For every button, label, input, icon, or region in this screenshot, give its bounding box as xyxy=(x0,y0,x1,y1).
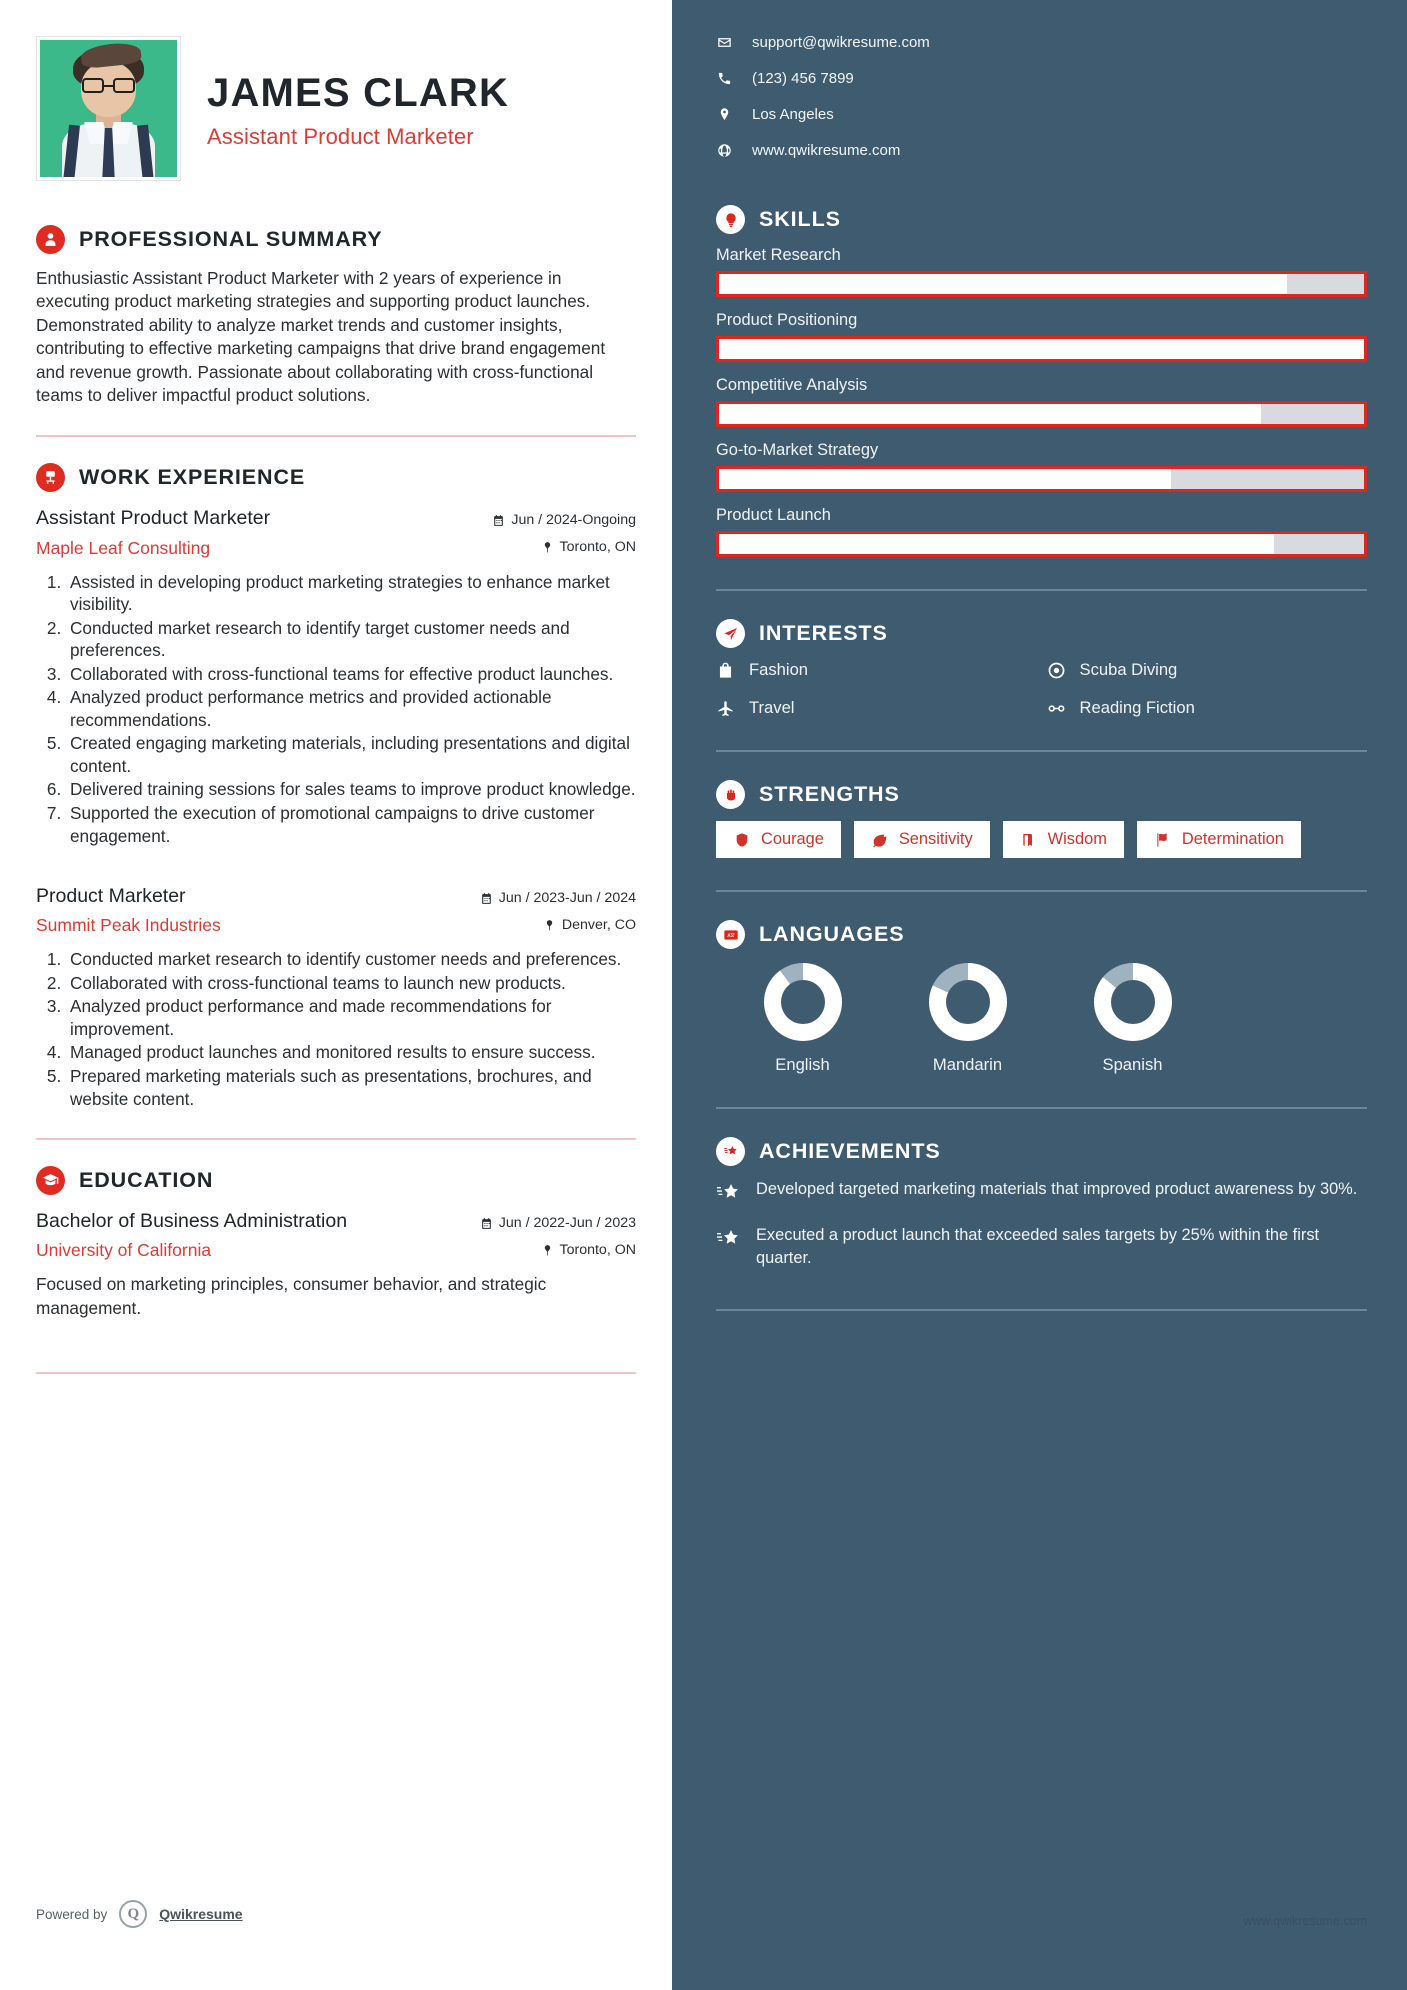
job-duty: 6. Delivered training sessions for sales teams to improve product knowledge. xyxy=(66,778,636,801)
job-company: Maple Leaf Consulting xyxy=(36,537,211,558)
interest-label: Travel xyxy=(749,698,795,717)
achievement-text: Executed a product launch that exceeded sales targets by 25% within the first quarter. xyxy=(756,1226,1320,1267)
sidebar-site-url: www.qwikresume.com xyxy=(1243,1914,1367,1928)
user-icon xyxy=(36,225,65,254)
job-duty: 2. Collaborated with cross-functional teams to launch new products. xyxy=(66,972,636,995)
job-dates-line xyxy=(480,890,636,906)
phone-icon xyxy=(716,71,732,87)
job-duty: 2. Conducted market research to identify target customer needs and preferences. xyxy=(66,617,636,662)
language-donut xyxy=(1094,963,1172,1041)
star-badge-icon xyxy=(716,1137,745,1166)
section-interests xyxy=(716,619,1367,718)
contact-value: Los Angeles xyxy=(752,106,834,123)
job-duty: 7. Supported the execution of promotional campaigns to drive customer engagement. xyxy=(66,802,636,847)
flag-icon xyxy=(1154,831,1171,848)
airplane-icon xyxy=(716,699,735,718)
achievement-text: Developed targeted marketing materials that improved product awareness by 30%. xyxy=(756,1180,1358,1198)
shield-icon xyxy=(733,831,750,848)
map-pin-icon xyxy=(541,541,554,554)
strength-label: Wisdom xyxy=(1047,830,1107,848)
strengths-grid xyxy=(716,821,1367,858)
section-title: LANGUAGES xyxy=(759,922,905,946)
section-title: EDUCATION xyxy=(79,1168,214,1193)
job-dates-line xyxy=(492,512,636,528)
skill-bar xyxy=(716,531,1367,557)
contact-list xyxy=(716,34,1367,159)
contact-email[interactable] xyxy=(716,34,1367,51)
language-donut xyxy=(929,963,1007,1041)
skill-label: Go-to-Market Strategy xyxy=(716,441,879,459)
job-duty: 4. Managed product launches and monitored results to ensure success. xyxy=(66,1041,636,1064)
job-company: Summit Peak Industries xyxy=(36,915,221,936)
languages-row xyxy=(716,963,1367,1075)
language-donut xyxy=(764,963,842,1041)
interest-item xyxy=(1047,660,1368,680)
job-duty: 3. Analyzed product performance and made recommendations for improvement. xyxy=(66,995,636,1040)
section-achievements xyxy=(716,1137,1367,1269)
skill-bar-fill xyxy=(719,404,1261,424)
map-pin-icon xyxy=(541,1244,554,1257)
skill-item xyxy=(716,246,1367,297)
interest-item xyxy=(1047,698,1368,718)
language-item xyxy=(885,963,1050,1075)
interests-grid xyxy=(716,660,1367,718)
profile-photo xyxy=(40,40,177,177)
professional-summary-heading xyxy=(36,225,636,254)
contact-phone[interactable] xyxy=(716,70,1367,87)
skill-bar xyxy=(716,401,1367,427)
scuba-mask-icon xyxy=(1047,661,1066,680)
skill-bar-fill xyxy=(719,339,1364,359)
shooting-star-icon xyxy=(716,1180,740,1204)
job-duty: 1. Assisted in developing product marketing strategies to enhance market visibility. xyxy=(66,571,636,616)
job-role: Product Marketer xyxy=(36,885,186,908)
section-divider xyxy=(36,1138,636,1140)
contact-website[interactable] xyxy=(716,142,1367,159)
job-duty: 4. Analyzed product performance metrics and provided actionable recommendations. xyxy=(66,686,636,731)
sidebar-divider xyxy=(716,750,1367,752)
glasses-icon xyxy=(1047,699,1066,718)
section-title: WORK EXPERIENCE xyxy=(79,465,306,490)
job-duty: 3. Collaborated with cross-functional teams for effective product launches. xyxy=(66,663,636,686)
interest-label: Fashion xyxy=(749,660,809,679)
skill-label: Market Research xyxy=(716,246,841,264)
strength-label: Determination xyxy=(1181,830,1284,848)
job-duty: 5. Prepared marketing materials such as presentations, brochures, and website content. xyxy=(66,1065,636,1110)
job-duty: 5. Created engaging marketing materials, including presentations and digital content. xyxy=(66,732,636,777)
education-dates-line xyxy=(480,1215,636,1231)
skill-bar xyxy=(716,271,1367,297)
qwikresume-logo-icon: Q xyxy=(119,1900,147,1928)
work-experience-heading xyxy=(36,463,636,492)
skill-bar-fill xyxy=(719,534,1274,554)
strength-chip xyxy=(1003,821,1124,858)
interest-item xyxy=(716,698,1037,718)
paper-plane-icon xyxy=(716,619,745,648)
interest-label: Scuba Diving xyxy=(1079,660,1178,679)
education-degree: Bachelor of Business Administration xyxy=(36,1210,348,1233)
strength-label: Sensitivity xyxy=(898,830,973,848)
achievement-item xyxy=(716,1224,1367,1269)
strength-label: Courage xyxy=(761,830,824,848)
sidebar-divider xyxy=(716,890,1367,892)
candidate-name: JAMES CLARK xyxy=(207,70,510,115)
skill-item xyxy=(716,441,1367,492)
graduation-cap-icon xyxy=(36,1166,65,1195)
interests-heading xyxy=(716,619,1367,648)
skill-label: Product Positioning xyxy=(716,311,858,329)
map-pin-icon xyxy=(543,919,556,932)
strength-chip xyxy=(1137,821,1301,858)
skill-label: Competitive Analysis xyxy=(716,376,868,394)
lightbulb-icon xyxy=(716,205,745,234)
education-school: University of California xyxy=(36,1240,212,1261)
job-location: Denver, CO xyxy=(561,917,636,934)
professional-summary-text: Enthusiastic Assistant Product Marketer with 2 years of experience in executing product marketing strategies and supporting product launches. Demonstrated ability to analyze market trends and customer insights, contributing to effective marketing campaigns that drive brand engagement and revenue growth. Passionate about collaborating with cross-functional teams to deliver impactful product solutions. xyxy=(36,268,606,405)
section-title: INTERESTS xyxy=(759,621,888,645)
shooting-star-icon xyxy=(716,1226,740,1250)
interest-item xyxy=(716,660,1037,680)
section-title: ACHIEVEMENTS xyxy=(759,1139,941,1163)
interest-label: Reading Fiction xyxy=(1079,698,1195,717)
job-duties-list xyxy=(36,571,636,847)
language-item xyxy=(1050,963,1215,1075)
book-icon xyxy=(1020,831,1037,848)
sidebar-divider xyxy=(716,1309,1367,1311)
education-heading xyxy=(36,1166,636,1195)
skill-bar xyxy=(716,336,1367,362)
powered-by-footer xyxy=(36,1900,243,1928)
skill-bar-fill xyxy=(719,274,1287,294)
work-experience-entry xyxy=(36,883,636,1110)
job-location-line xyxy=(492,539,636,555)
section-strengths xyxy=(716,780,1367,858)
language-label: Mandarin xyxy=(932,1055,1003,1074)
qwikresume-brand-link[interactable]: Qwikresume xyxy=(159,1906,243,1922)
job-dates: Jun / 2023-Jun / 2024 xyxy=(498,890,636,907)
section-divider xyxy=(36,1372,636,1374)
section-education xyxy=(36,1166,636,1320)
achievement-item xyxy=(716,1178,1367,1204)
name-block xyxy=(207,68,509,150)
desk-chair-icon xyxy=(36,463,65,492)
section-skills xyxy=(716,205,1367,557)
section-title: PROFESSIONAL SUMMARY xyxy=(79,227,383,251)
skill-item xyxy=(716,376,1367,427)
skill-bar xyxy=(716,466,1367,492)
education-location: Toronto, ON xyxy=(559,1242,636,1259)
shopping-bag-icon xyxy=(716,661,735,680)
job-duty: 1. Conducted market research to identify customer needs and preferences. xyxy=(66,948,636,971)
job-dates: Jun / 2024-Ongoing xyxy=(511,512,636,529)
resume-header xyxy=(36,36,636,181)
skill-item xyxy=(716,311,1367,362)
calendar-icon xyxy=(492,514,505,527)
achievements-heading xyxy=(716,1137,1367,1166)
language-item xyxy=(720,963,885,1075)
contact-value: (123) 456 7899 xyxy=(752,70,854,87)
powered-by-label: Powered by xyxy=(36,1906,108,1922)
education-dates: Jun / 2022-Jun / 2023 xyxy=(498,1215,636,1232)
contact-value: www.qwikresume.com xyxy=(752,142,901,159)
translate-icon xyxy=(716,920,745,949)
section-languages xyxy=(716,920,1367,1075)
map-pin-icon xyxy=(716,107,732,123)
education-entry xyxy=(36,1208,636,1320)
calendar-icon xyxy=(480,1217,493,1230)
job-location-line xyxy=(480,917,636,933)
contact-value: support@qwikresume.com xyxy=(752,34,930,51)
sidebar-divider xyxy=(716,1107,1367,1109)
job-duties-list xyxy=(36,948,636,1110)
section-title: SKILLS xyxy=(759,207,841,231)
strengths-heading xyxy=(716,780,1367,809)
section-title: STRENGTHS xyxy=(759,782,900,806)
education-location-line xyxy=(480,1242,636,1258)
section-work-experience xyxy=(36,463,636,1110)
fist-icon xyxy=(716,780,745,809)
section-professional-summary xyxy=(36,225,636,407)
strength-chip xyxy=(716,821,841,858)
calendar-icon xyxy=(480,892,493,905)
skill-item xyxy=(716,506,1367,557)
resume-sidebar xyxy=(672,0,1407,1990)
skills-heading xyxy=(716,205,1367,234)
language-label: Spanish xyxy=(1102,1055,1163,1074)
languages-heading xyxy=(716,920,1367,949)
candidate-job-title: Assistant Product Marketer xyxy=(207,123,474,149)
strength-chip xyxy=(854,821,990,858)
job-role: Assistant Product Marketer xyxy=(36,507,271,530)
envelope-icon xyxy=(716,35,732,51)
sidebar-divider xyxy=(716,589,1367,591)
skill-label: Product Launch xyxy=(716,506,831,524)
leaf-icon xyxy=(871,831,888,848)
contact-location xyxy=(716,106,1367,123)
job-location: Toronto, ON xyxy=(559,539,636,556)
language-label: English xyxy=(775,1055,830,1074)
profile-photo-frame xyxy=(36,36,181,181)
skill-bar-fill xyxy=(719,469,1171,489)
education-description: Focused on marketing principles, consumer behavior, and strategic management. xyxy=(36,1274,547,1318)
work-experience-entry xyxy=(36,505,636,847)
globe-icon xyxy=(716,143,732,159)
resume-main-column xyxy=(0,0,672,1990)
section-divider xyxy=(36,435,636,437)
